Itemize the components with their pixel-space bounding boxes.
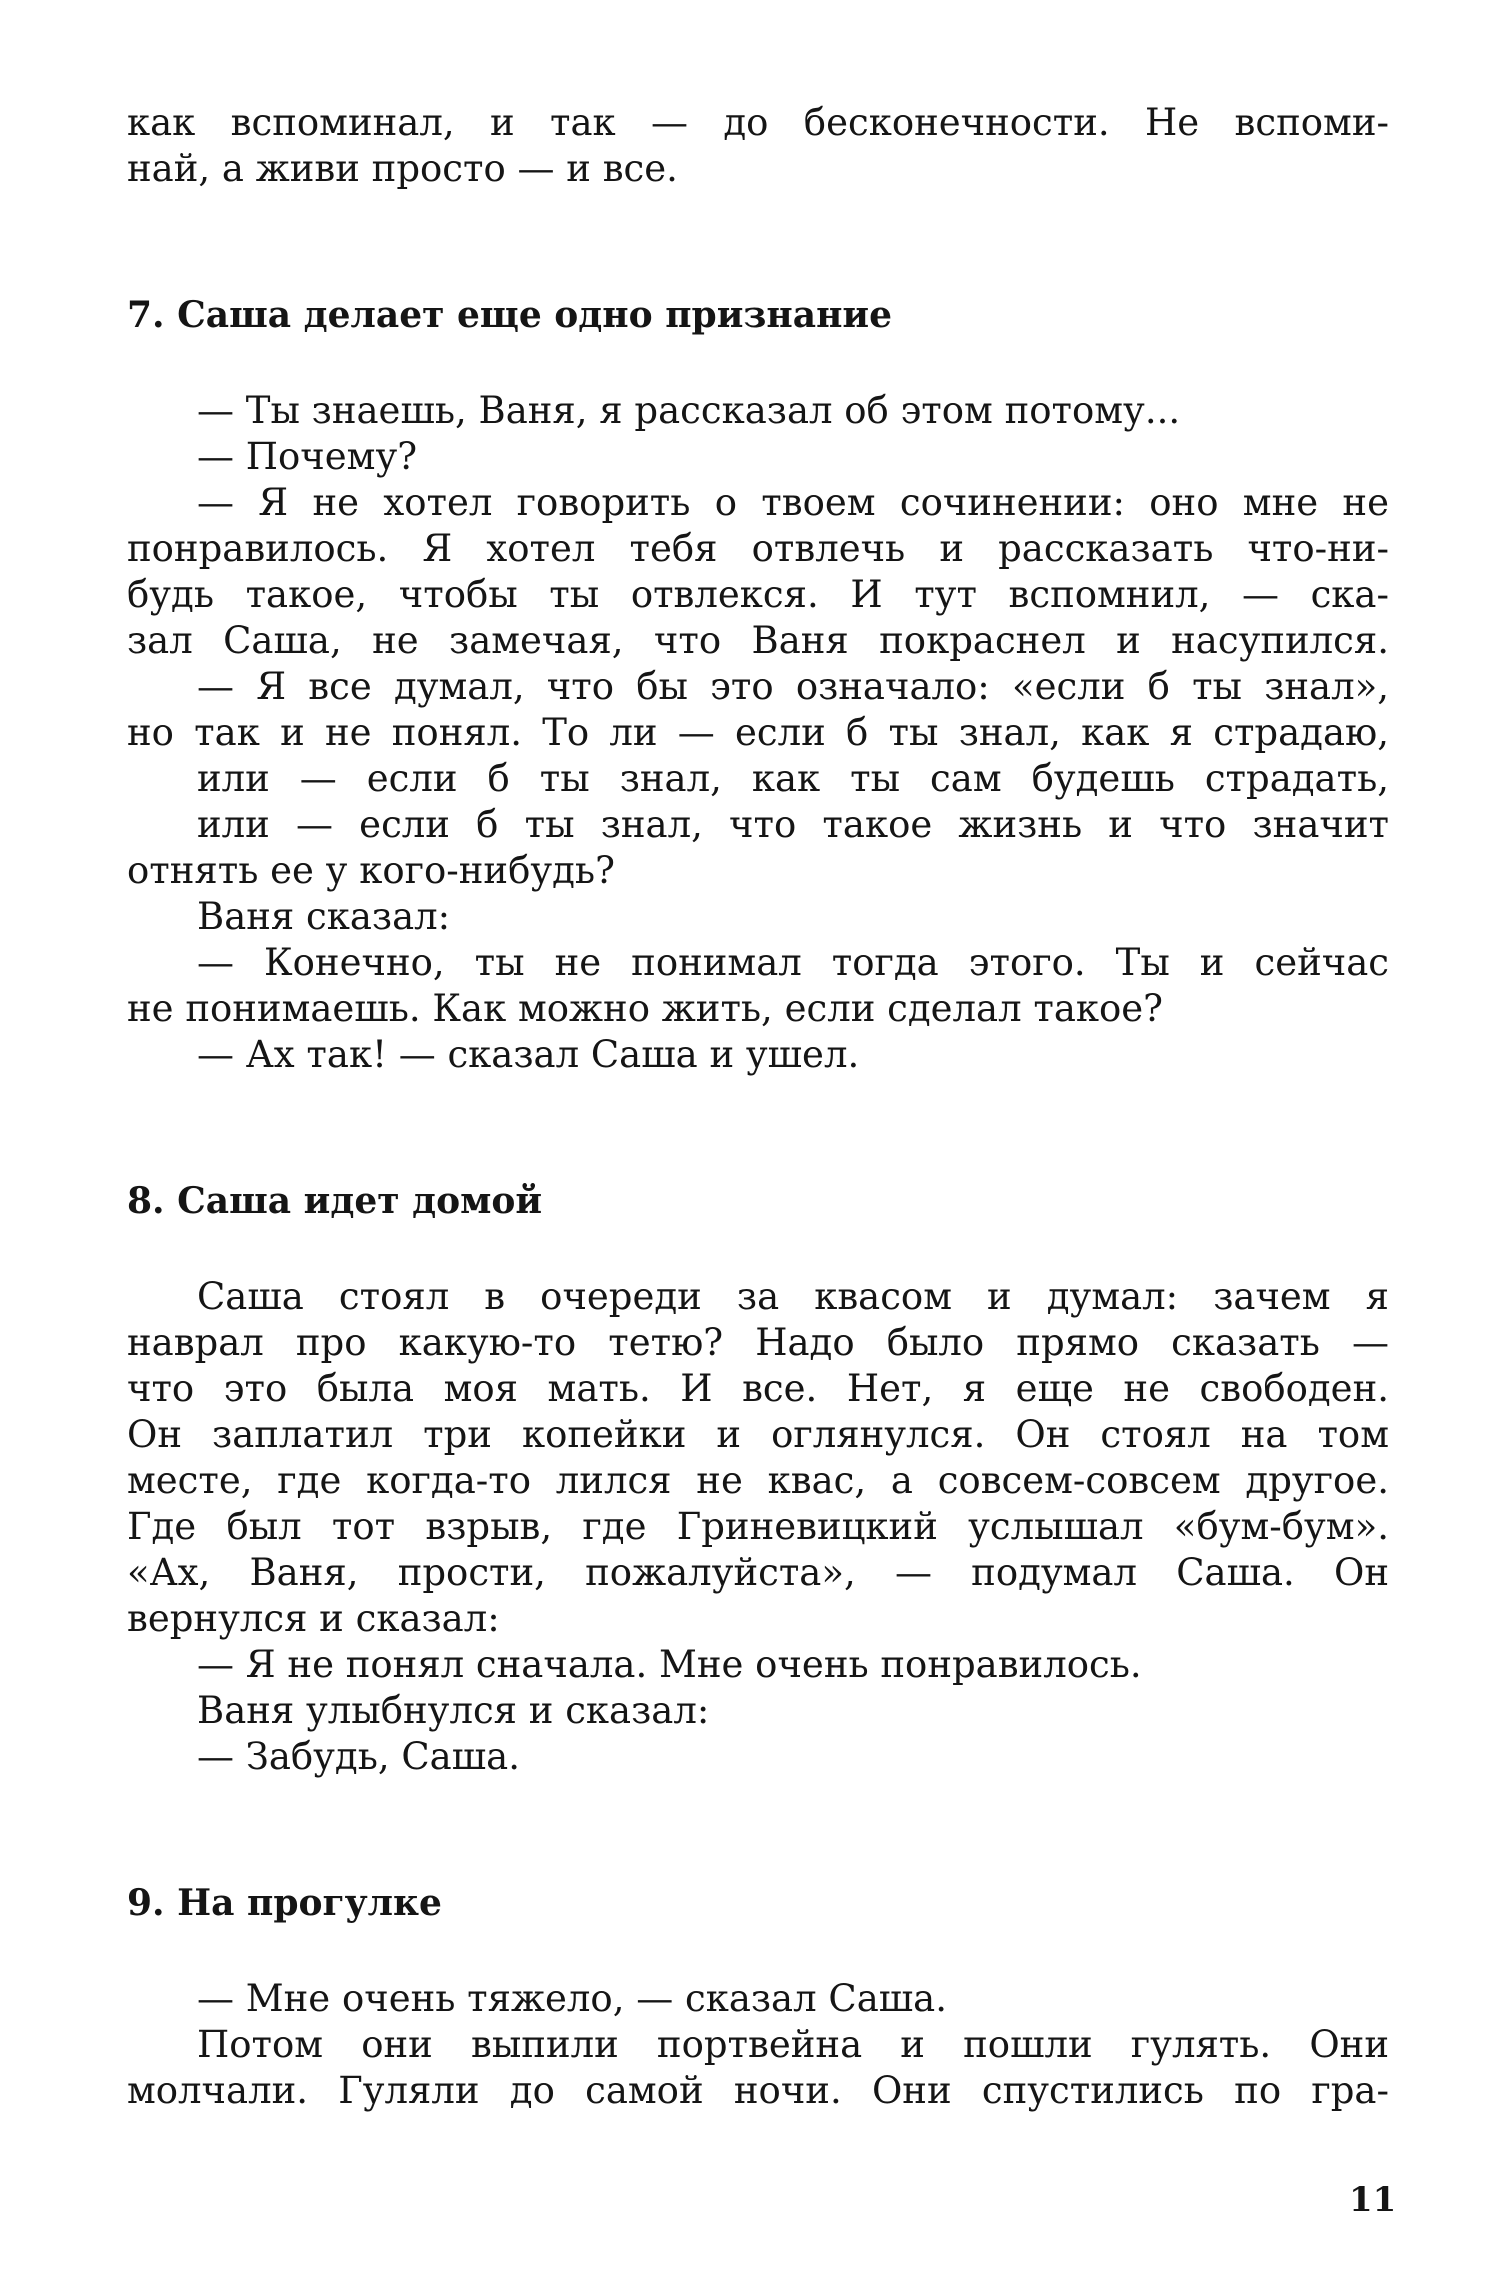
page-body bbox=[127, 100, 1389, 2114]
text-line: най, а живи просто — и все. bbox=[127, 147, 678, 190]
text-line: Саша стоял в очереди за квасом и думал: зачем я bbox=[197, 1275, 1389, 1318]
text-line: Ваня улыбнулся и сказал: bbox=[197, 1689, 710, 1732]
text-line: — Ах так! — сказал Саша и ушел. bbox=[197, 1033, 860, 1076]
text-line: Ваня сказал: bbox=[197, 895, 451, 938]
text-line: — Мне очень тяжело, — сказал Саша. bbox=[197, 1977, 947, 2020]
section-heading-9: 9. На прогулке bbox=[127, 1882, 442, 1924]
text-line: — Я не хотел говорить о твоем сочинении: оно мне не bbox=[197, 481, 1389, 524]
text-line: не понимаешь. Как можно жить, если сделал такое? bbox=[127, 987, 1164, 1030]
text-line: Где был тот взрыв, где Гриневицкий услышал «бум-бум». bbox=[127, 1505, 1389, 1548]
text-line: молчали. Гуляли до самой ночи. Они спустились по гра- bbox=[127, 2069, 1389, 2112]
text-line: вернулся и сказал: bbox=[127, 1597, 500, 1640]
text-line: что это была моя мать. И все. Нет, я еще не свободен. bbox=[127, 1367, 1389, 1410]
text-line: зал Саша, не замечая, что Ваня покраснел и насупился. bbox=[127, 619, 1389, 662]
text-line: «Ах, Ваня, прости, пожалуйста», — подумал Саша. Он bbox=[127, 1551, 1389, 1594]
text-line: — Ты знаешь, Ваня, я рассказал об этом потому... bbox=[197, 389, 1181, 432]
text-line: но так и не понял. То ли — если б ты знал, как я страдаю, bbox=[127, 711, 1389, 754]
text-line: Он заплатил три копейки и оглянулся. Он стоял на том bbox=[127, 1413, 1389, 1456]
text-line: Потом они выпили портвейна и пошли гулять. Они bbox=[197, 2023, 1389, 2066]
text-line: наврал про какую-то тетю? Надо было прямо сказать — bbox=[127, 1321, 1389, 1364]
text-line: отнять ее у кого-нибудь? bbox=[127, 849, 615, 892]
text-line: месте, где когда-то лился не квас, а совсем-совсем другое. bbox=[127, 1459, 1389, 1502]
text-line: — Забудь, Саша. bbox=[197, 1735, 520, 1778]
section-heading-8: 8. Саша идет домой bbox=[127, 1180, 543, 1222]
text-line: или — если б ты знал, что такое жизнь и что значит bbox=[197, 803, 1389, 846]
text-line: — Я все думал, что бы это означало: «если б ты знал», bbox=[197, 665, 1389, 708]
text-line: или — если б ты знал, как ты сам будешь страдать, bbox=[197, 757, 1389, 800]
text-line: — Конечно, ты не понимал тогда этого. Ты и сейчас bbox=[197, 941, 1389, 984]
text-line: — Я не понял сначала. Мне очень понравилось. bbox=[197, 1643, 1142, 1686]
text-line: — Почему? bbox=[197, 435, 418, 478]
text-line: как вспоминал, и так — до бесконечности. Не вспоми- bbox=[127, 101, 1389, 144]
section-heading-7: 7. Саша делает еще одно признание bbox=[127, 294, 893, 336]
text-line: понравилось. Я хотел тебя отвлечь и рассказать что-ни- bbox=[127, 527, 1389, 570]
text-line: будь такое, чтобы ты отвлекся. И тут вспомнил, — ска- bbox=[127, 573, 1389, 616]
page-number: 11 bbox=[1349, 2180, 1397, 2220]
